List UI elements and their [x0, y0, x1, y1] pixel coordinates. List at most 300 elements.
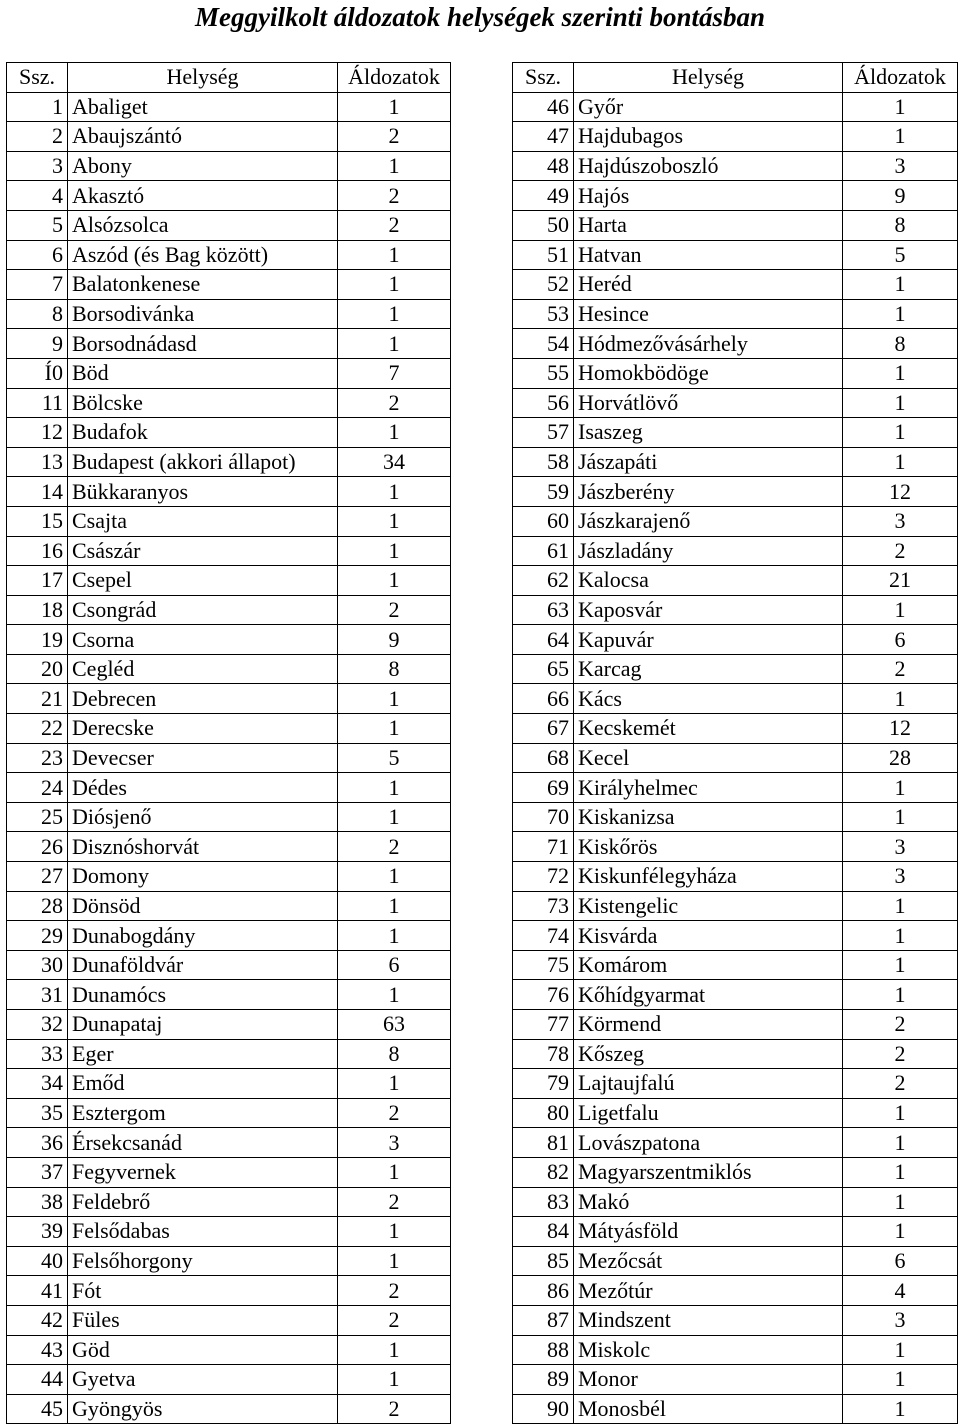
- row-number: 42: [7, 1305, 68, 1335]
- table-row: [513, 1276, 958, 1306]
- victim-count: 1: [843, 773, 958, 803]
- place-name: Csepel: [68, 566, 338, 596]
- place-name: Lovászpatona: [574, 1128, 843, 1158]
- place-name: Érsekcsanád: [68, 1128, 338, 1158]
- row-number: 80: [513, 1098, 574, 1128]
- row-number: 88: [513, 1335, 574, 1365]
- row-number: 76: [513, 980, 574, 1010]
- place-name: Miskolc: [574, 1335, 843, 1365]
- table-row: [7, 1039, 451, 1069]
- place-name: Balatonkenese: [68, 270, 338, 300]
- place-name: Mezőtúr: [574, 1276, 843, 1306]
- table-header-row: [513, 63, 958, 93]
- place-name: Felsődabas: [68, 1217, 338, 1247]
- table-row: [7, 654, 451, 684]
- place-name: Felsőhorgony: [68, 1246, 338, 1276]
- victim-count: 2: [843, 536, 958, 566]
- victim-count: 4: [843, 1276, 958, 1306]
- place-name: Aszód (és Bag között): [68, 240, 338, 270]
- place-name: Horvátlövő: [574, 388, 843, 418]
- table-row: [513, 743, 958, 773]
- row-number: 3: [7, 151, 68, 181]
- victim-count: 1: [338, 1217, 451, 1247]
- row-number: 38: [7, 1187, 68, 1217]
- table-row: [7, 891, 451, 921]
- row-number: 55: [513, 358, 574, 388]
- row-number: 40: [7, 1246, 68, 1276]
- victim-count: 6: [843, 625, 958, 655]
- row-number: 26: [7, 832, 68, 862]
- place-name: Győr: [574, 92, 843, 122]
- place-name: Bükkaranyos: [68, 477, 338, 507]
- place-name: Csajta: [68, 506, 338, 536]
- row-number: 87: [513, 1305, 574, 1335]
- row-number: 70: [513, 802, 574, 832]
- victim-count: 1: [338, 270, 451, 300]
- table-row: [7, 1128, 451, 1158]
- victim-count: 1: [338, 862, 451, 892]
- place-name: Csongrád: [68, 595, 338, 625]
- row-number: 86: [513, 1276, 574, 1306]
- victim-count: 9: [338, 625, 451, 655]
- place-name: Mátyásföld: [574, 1217, 843, 1247]
- row-number: 24: [7, 773, 68, 803]
- place-name: Dönsöd: [68, 891, 338, 921]
- place-name: Borsodivánka: [68, 299, 338, 329]
- place-name: Budapest (akkori állapot): [68, 447, 338, 477]
- table-row: [7, 743, 451, 773]
- place-name: Jászladány: [574, 536, 843, 566]
- table-row: [513, 1365, 958, 1395]
- row-number: 34: [7, 1069, 68, 1099]
- place-name: Dunabogdány: [68, 921, 338, 951]
- place-name: Királyhelmec: [574, 773, 843, 803]
- table-row: [513, 1157, 958, 1187]
- table-row: [7, 240, 451, 270]
- table-row: [7, 151, 451, 181]
- table-row: [7, 536, 451, 566]
- place-name: Abaliget: [68, 92, 338, 122]
- table-row: [513, 358, 958, 388]
- victim-count: 1: [843, 921, 958, 951]
- row-number: 30: [7, 950, 68, 980]
- row-number: 11: [7, 388, 68, 418]
- victim-count: 1: [843, 122, 958, 152]
- row-number: 67: [513, 714, 574, 744]
- row-number: 58: [513, 447, 574, 477]
- row-number: 60: [513, 506, 574, 536]
- table-row: [7, 1276, 451, 1306]
- victim-count: 2: [338, 1098, 451, 1128]
- place-name: Mezőcsát: [574, 1246, 843, 1276]
- victim-count: 1: [843, 950, 958, 980]
- place-name: Böd: [68, 358, 338, 388]
- table-row: [7, 181, 451, 211]
- row-number: 84: [513, 1217, 574, 1247]
- place-name: Monor: [574, 1365, 843, 1395]
- row-number: 8: [7, 299, 68, 329]
- table-row: [7, 1365, 451, 1395]
- row-number: 9: [7, 329, 68, 359]
- victim-count: 12: [843, 477, 958, 507]
- table-row: [7, 418, 451, 448]
- table-row: [7, 980, 451, 1010]
- place-name: Füles: [68, 1305, 338, 1335]
- place-name: Kács: [574, 684, 843, 714]
- row-number: 82: [513, 1157, 574, 1187]
- place-name: Akasztó: [68, 181, 338, 211]
- row-number: 57: [513, 418, 574, 448]
- table-body-left: [7, 92, 451, 1424]
- row-number: 32: [7, 1010, 68, 1040]
- victim-count: 1: [338, 506, 451, 536]
- row-number: 20: [7, 654, 68, 684]
- table-row: [513, 1069, 958, 1099]
- place-name: Magyarszentmiklós: [574, 1157, 843, 1187]
- victim-count: 1: [843, 1217, 958, 1247]
- row-number: 43: [7, 1335, 68, 1365]
- victim-count: 1: [843, 358, 958, 388]
- row-number: 23: [7, 743, 68, 773]
- place-name: Csorna: [68, 625, 338, 655]
- victim-count: 1: [843, 418, 958, 448]
- table-row: [7, 210, 451, 240]
- place-name: Kalocsa: [574, 566, 843, 596]
- row-number: 62: [513, 566, 574, 596]
- victim-count: 1: [843, 684, 958, 714]
- row-number: 52: [513, 270, 574, 300]
- table-row: [513, 1217, 958, 1247]
- victim-count: 1: [338, 802, 451, 832]
- victim-count: 1: [338, 536, 451, 566]
- place-name: Diósjenő: [68, 802, 338, 832]
- row-number: 74: [513, 921, 574, 951]
- place-name: Feldebrő: [68, 1187, 338, 1217]
- row-number: 25: [7, 802, 68, 832]
- table-row: [513, 181, 958, 211]
- victim-count: 8: [338, 654, 451, 684]
- table-row: [513, 980, 958, 1010]
- table-row: [513, 1187, 958, 1217]
- row-number: 59: [513, 477, 574, 507]
- table-row: [513, 270, 958, 300]
- place-name: Hesince: [574, 299, 843, 329]
- victim-count: 1: [338, 773, 451, 803]
- header-count: Áldozatok: [338, 63, 451, 93]
- victim-count: 12: [843, 714, 958, 744]
- row-number: 48: [513, 151, 574, 181]
- row-number: 6: [7, 240, 68, 270]
- table-row: [7, 447, 451, 477]
- table-row: [513, 240, 958, 270]
- page-title: Meggyilkolt áldozatok helységek szerinti bontásban: [194, 2, 766, 32]
- victim-count: 1: [338, 1069, 451, 1099]
- place-name: Harta: [574, 210, 843, 240]
- place-name: Bölcske: [68, 388, 338, 418]
- victim-count: 1: [338, 92, 451, 122]
- victim-count: 2: [338, 1305, 451, 1335]
- victim-count: 1: [338, 329, 451, 359]
- place-name: Dunaföldvár: [68, 950, 338, 980]
- table-row: [513, 506, 958, 536]
- victim-count: 8: [843, 210, 958, 240]
- table-row: [7, 714, 451, 744]
- table-body-right: [513, 92, 958, 1424]
- victim-count: 3: [843, 862, 958, 892]
- row-number: 36: [7, 1128, 68, 1158]
- place-name: Karcag: [574, 654, 843, 684]
- victim-count: 5: [338, 743, 451, 773]
- place-name: Mindszent: [574, 1305, 843, 1335]
- victim-count: 63: [338, 1010, 451, 1040]
- place-name: Komárom: [574, 950, 843, 980]
- place-name: Lajtaujfalú: [574, 1069, 843, 1099]
- victim-count: 1: [843, 1187, 958, 1217]
- place-name: Körmend: [574, 1010, 843, 1040]
- victim-count: 2: [843, 1010, 958, 1040]
- victim-count: 8: [843, 329, 958, 359]
- victim-count: 2: [843, 1039, 958, 1069]
- table-row: [7, 1305, 451, 1335]
- victim-count: 1: [338, 477, 451, 507]
- victim-count: 1: [338, 240, 451, 270]
- table-row: [513, 299, 958, 329]
- row-number: 78: [513, 1039, 574, 1069]
- victim-count: 1: [843, 1394, 958, 1424]
- place-name: Ligetfalu: [574, 1098, 843, 1128]
- place-name: Kiskanizsa: [574, 802, 843, 832]
- place-name: Hajdubagos: [574, 122, 843, 152]
- victim-count: 1: [843, 595, 958, 625]
- victim-count: 2: [338, 388, 451, 418]
- place-name: Hódmezővásárhely: [574, 329, 843, 359]
- place-name: Abony: [68, 151, 338, 181]
- row-number: 72: [513, 862, 574, 892]
- header-ssz: Ssz.: [513, 63, 574, 93]
- table-row: [513, 1394, 958, 1424]
- row-number: 21: [7, 684, 68, 714]
- row-number: 51: [513, 240, 574, 270]
- row-number: 83: [513, 1187, 574, 1217]
- victim-count: 1: [843, 802, 958, 832]
- victim-count: 2: [338, 181, 451, 211]
- row-number: 1: [7, 92, 68, 122]
- table-row: [513, 447, 958, 477]
- row-number: 56: [513, 388, 574, 418]
- victim-count: 1: [338, 299, 451, 329]
- victim-count: 3: [843, 506, 958, 536]
- place-name: Disznóshorvát: [68, 832, 338, 862]
- place-name: Devecser: [68, 743, 338, 773]
- table-row: [7, 270, 451, 300]
- row-number: 46: [513, 92, 574, 122]
- victim-count: 7: [338, 358, 451, 388]
- table-row: [513, 388, 958, 418]
- victim-count: 3: [338, 1128, 451, 1158]
- table-row: [513, 122, 958, 152]
- place-name: Jászkarajenő: [574, 506, 843, 536]
- row-number: 39: [7, 1217, 68, 1247]
- table-row: [513, 566, 958, 596]
- place-name: Gyöngyös: [68, 1394, 338, 1424]
- victim-count: 1: [843, 1365, 958, 1395]
- table-row: [513, 1098, 958, 1128]
- victim-count: 2: [338, 122, 451, 152]
- place-name: Cegléd: [68, 654, 338, 684]
- place-name: Dunapataj: [68, 1010, 338, 1040]
- victim-count: 2: [338, 1187, 451, 1217]
- victim-count: 1: [843, 1335, 958, 1365]
- victim-count: 1: [338, 980, 451, 1010]
- place-name: Esztergom: [68, 1098, 338, 1128]
- row-number: 18: [7, 595, 68, 625]
- table-row: [7, 773, 451, 803]
- row-number: 79: [513, 1069, 574, 1099]
- row-number: 2: [7, 122, 68, 152]
- place-name: Dédes: [68, 773, 338, 803]
- place-name: Emőd: [68, 1069, 338, 1099]
- header-ssz: Ssz.: [7, 63, 68, 93]
- victims-table-left: [6, 62, 451, 1424]
- victim-count: 1: [843, 299, 958, 329]
- row-number: 27: [7, 862, 68, 892]
- place-name: Domony: [68, 862, 338, 892]
- table-row: [7, 1217, 451, 1247]
- row-number: 85: [513, 1246, 574, 1276]
- row-number: 22: [7, 714, 68, 744]
- victim-count: 1: [338, 921, 451, 951]
- table-row: [513, 625, 958, 655]
- table-row: [513, 1246, 958, 1276]
- row-number: 69: [513, 773, 574, 803]
- row-number: 50: [513, 210, 574, 240]
- table-row: [513, 1335, 958, 1365]
- row-number: 61: [513, 536, 574, 566]
- header-place: Helység: [574, 63, 843, 93]
- victim-count: 9: [843, 181, 958, 211]
- table-row: [7, 862, 451, 892]
- victim-count: 1: [338, 1246, 451, 1276]
- table-row: [7, 329, 451, 359]
- row-number: 12: [7, 418, 68, 448]
- row-number: 73: [513, 891, 574, 921]
- victim-count: 1: [338, 1335, 451, 1365]
- victim-count: 1: [843, 447, 958, 477]
- table-row: [7, 595, 451, 625]
- victim-count: 21: [843, 566, 958, 596]
- table-row: [513, 832, 958, 862]
- place-name: Kőszeg: [574, 1039, 843, 1069]
- place-name: Debrecen: [68, 684, 338, 714]
- table-row: [7, 92, 451, 122]
- row-number: 13: [7, 447, 68, 477]
- table-row: [7, 802, 451, 832]
- table-row: [513, 1128, 958, 1158]
- row-number: 29: [7, 921, 68, 951]
- place-name: Kecskemét: [574, 714, 843, 744]
- row-number: 14: [7, 477, 68, 507]
- row-number: 4: [7, 181, 68, 211]
- place-name: Kaposvár: [574, 595, 843, 625]
- table-row: [7, 625, 451, 655]
- row-number: 37: [7, 1157, 68, 1187]
- row-number: 17: [7, 566, 68, 596]
- table-row: [7, 1157, 451, 1187]
- victim-count: 2: [338, 210, 451, 240]
- table-row: [513, 329, 958, 359]
- table-row: [513, 891, 958, 921]
- victim-count: 1: [843, 1157, 958, 1187]
- table-row: [7, 388, 451, 418]
- table-row: [7, 1246, 451, 1276]
- place-name: Hajós: [574, 181, 843, 211]
- row-number: Í0: [7, 358, 68, 388]
- table-row: [513, 92, 958, 122]
- victim-count: 2: [338, 832, 451, 862]
- table-row: [513, 714, 958, 744]
- table-row: [7, 950, 451, 980]
- table-row: [513, 595, 958, 625]
- victim-count: 1: [338, 1157, 451, 1187]
- place-name: Jászberény: [574, 477, 843, 507]
- victim-count: 3: [843, 1305, 958, 1335]
- row-number: 28: [7, 891, 68, 921]
- row-number: 49: [513, 181, 574, 211]
- table-row: [7, 921, 451, 951]
- victim-count: 1: [338, 151, 451, 181]
- table-row: [7, 1010, 451, 1040]
- table-row: [7, 506, 451, 536]
- row-number: 64: [513, 625, 574, 655]
- row-number: 47: [513, 122, 574, 152]
- place-name: Kisvárda: [574, 921, 843, 951]
- victim-count: 1: [338, 891, 451, 921]
- victim-count: 8: [338, 1039, 451, 1069]
- victim-count: 2: [338, 595, 451, 625]
- table-row: [7, 299, 451, 329]
- row-number: 68: [513, 743, 574, 773]
- victim-count: 2: [338, 1394, 451, 1424]
- table-row: [7, 477, 451, 507]
- row-number: 54: [513, 329, 574, 359]
- row-number: 81: [513, 1128, 574, 1158]
- place-name: Alsózsolca: [68, 210, 338, 240]
- victim-count: 2: [338, 1276, 451, 1306]
- row-number: 45: [7, 1394, 68, 1424]
- victim-count: 1: [843, 388, 958, 418]
- place-name: Hajdúszoboszló: [574, 151, 843, 181]
- place-name: Budafok: [68, 418, 338, 448]
- victim-count: 6: [843, 1246, 958, 1276]
- table-row: [513, 950, 958, 980]
- place-name: Kapuvár: [574, 625, 843, 655]
- table-row: [513, 151, 958, 181]
- table-row: [513, 1039, 958, 1069]
- victim-count: 1: [843, 270, 958, 300]
- row-number: 35: [7, 1098, 68, 1128]
- place-name: Derecske: [68, 714, 338, 744]
- table-row: [513, 536, 958, 566]
- table-row: [7, 1335, 451, 1365]
- place-name: Kecel: [574, 743, 843, 773]
- table-header-row: [7, 63, 451, 93]
- victim-count: 34: [338, 447, 451, 477]
- victim-count: 28: [843, 743, 958, 773]
- table-row: [7, 122, 451, 152]
- victims-table-right: [512, 62, 958, 1424]
- place-name: Abaujszántó: [68, 122, 338, 152]
- victim-count: 2: [843, 1069, 958, 1099]
